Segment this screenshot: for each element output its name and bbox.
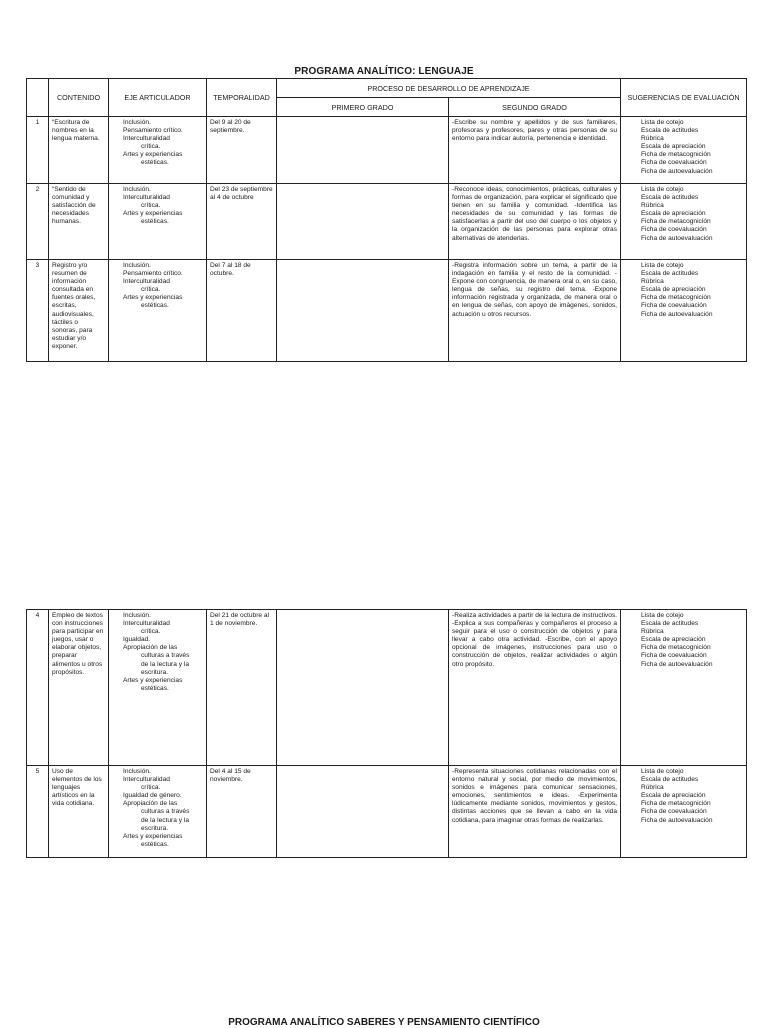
eje-item: Pensamiento crítico. [123, 127, 183, 135]
primero-grado-cell [277, 260, 449, 362]
contenido-cell: Uso de elementos de los lenguajes artísticos en la vida cotidiana. [49, 766, 109, 858]
eje-item: Interculturalidad [123, 278, 170, 286]
evaluacion-item: Escala de apreciación [641, 286, 706, 294]
eje-articulador-cell [109, 766, 207, 858]
next-page-title: PROGRAMA ANALÍTICO SABERES Y PENSAMIENTO CIENTÍFICO [228, 1017, 540, 1028]
evaluacion-item: Rúbrica [641, 202, 664, 210]
evaluacion-item: Ficha de coevaluación [641, 226, 707, 234]
row-number: 4 [27, 610, 49, 766]
evaluacion-item: Rúbrica [641, 628, 664, 636]
header-num [27, 79, 49, 117]
evaluacion-item: Escala de actitudes [641, 127, 699, 135]
segundo-grado-cell: -Escribe su nombre y apellidos y de sus familiares, profesoras y profesores, pares y otras personas de su entorno para indicar autoría, pertenencia e identidad. [449, 117, 621, 184]
evaluacion-cell [621, 184, 747, 260]
eje-item: Interculturalidad [123, 194, 170, 202]
header-segundo-grado: SEGUNDO GRADO [449, 98, 621, 117]
eje-item: estéticas. [141, 159, 169, 167]
header-eje-articulador: EJE ARTICULADOR [109, 79, 207, 117]
row-number: 2 [27, 184, 49, 260]
evaluacion-item: Ficha de autoevaluación [641, 310, 713, 318]
evaluacion-cell [621, 117, 747, 184]
evaluacion-item: Lista de cotejo [641, 186, 684, 193]
eje-item: crítica. [141, 628, 161, 636]
evaluacion-item: Ficha de coevaluación [641, 302, 707, 310]
row-number: 3 [27, 260, 49, 362]
header-temporalidad: TEMPORALIDAD [207, 79, 277, 117]
eje-articulador-cell [109, 610, 207, 766]
contenido-cell: “Sentido de comunidad y satisfacción de necesidades humanas. [49, 184, 109, 260]
evaluacion-item: Rúbrica [641, 135, 664, 143]
header-contenido: CONTENIDO [49, 79, 109, 117]
eje-item: escritura. [141, 824, 169, 832]
eje-articulador-cell [109, 260, 207, 362]
evaluacion-item: Lista de cotejo [641, 768, 684, 775]
evaluacion-item: Escala de actitudes [641, 620, 699, 628]
contenido-cell: Registro y/o resumen de información consultada en fuentes orales, escritas, audiovisuales, táctiles o sonoras, para estudiar y/o exponer. [49, 260, 109, 362]
evaluacion-item: Ficha de autoevaluación [641, 816, 713, 824]
eje-item: de la lectura y la [141, 660, 190, 668]
eje-item: Pensamiento crítico. [123, 270, 183, 278]
eje-item: Inclusión. [123, 262, 151, 269]
eje-item: Inclusión. [123, 119, 151, 126]
eje-item: Igualdad. [123, 636, 151, 644]
eje-item: Interculturalidad [123, 135, 170, 143]
contenido-cell: “Escritura de nombres en la lengua materna. [49, 117, 109, 184]
evaluacion-item: Ficha de coevaluación [641, 159, 707, 167]
header-sugerencias: SUGERENCIAS DE EVALUACIÓN [621, 79, 747, 117]
row-number: 1 [27, 117, 49, 184]
evaluacion-item: Lista de cotejo [641, 119, 684, 126]
table-row [27, 610, 747, 766]
evaluacion-item: Ficha de metacognición [641, 294, 711, 302]
evaluacion-item: Escala de apreciación [641, 792, 706, 800]
eje-item: crítica. [141, 143, 161, 151]
table-row [27, 260, 747, 362]
table-row [27, 117, 747, 184]
evaluacion-item: Escala de actitudes [641, 194, 699, 202]
eje-item: culturas a través [141, 808, 190, 816]
evaluacion-cell [621, 766, 747, 858]
temporalidad-cell: Del 9 al 20 de septiembre. [207, 117, 277, 184]
program-table-page-2 [26, 609, 747, 858]
primero-grado-cell [277, 766, 449, 858]
eje-item: de la lectura y la [141, 816, 190, 824]
evaluacion-item: Escala de apreciación [641, 636, 706, 644]
evaluacion-item: Escala de apreciación [641, 210, 706, 218]
segundo-grado-cell: -Representa situaciones cotidianas relacionadas con el entorno natural y social, por medio de movimientos, sonidos e imágenes para comunicar sensaciones, emociones, sentimientos e ideas. -Experimenta lúdicamente mediante sonidos, movimientos y gestos, distintas acciones que se llevan a cabo en la vida cotidiana, para imaginar otras formas de realizarlas. [449, 766, 621, 858]
evaluacion-item: Ficha de metacognición [641, 644, 711, 652]
primero-grado-cell [277, 610, 449, 766]
evaluacion-item: Lista de cotejo [641, 262, 684, 269]
eje-item: estéticas. [141, 684, 169, 692]
eje-item: culturas a través [141, 652, 190, 660]
eje-item: Interculturalidad [123, 620, 170, 628]
eje-item: estéticas. [141, 302, 169, 310]
eje-item: crítica. [141, 286, 161, 294]
evaluacion-item: Ficha de coevaluación [641, 652, 707, 660]
eje-item: Artes y experiencias [123, 676, 183, 684]
evaluacion-item: Escala de apreciación [641, 143, 706, 151]
evaluacion-item: Ficha de metacognición [641, 800, 711, 808]
evaluacion-item: Escala de actitudes [641, 776, 699, 784]
eje-item: Igualdad de género. [123, 792, 182, 800]
eje-item: Inclusión. [123, 186, 151, 193]
temporalidad-cell: Del 21 de octubre al 1 de noviembre. [207, 610, 277, 766]
header-primero-grado: PRIMERO GRADO [277, 98, 449, 117]
table-row [27, 184, 747, 260]
segundo-grado-cell: -Registra información sobre un tema, a partir de la indagación en familia y el resto de la comunidad. -Expone con congruencia, de manera oral o, en su caso, lengua de señas, su registro del tema. -Expone información registrada y organizada, de manera oral o en lengua de señas, con apoyo de imágenes, sonidos, actuación u otros recursos. [449, 260, 621, 362]
evaluacion-item: Rúbrica [641, 278, 664, 286]
eje-articulador-cell [109, 184, 207, 260]
eje-item: escritura. [141, 668, 169, 676]
evaluacion-item: Ficha de metacognición [641, 218, 711, 226]
evaluacion-item: Ficha de autoevaluación [641, 660, 713, 668]
header-proceso: PROCESO DE DESARROLLO DE APRENDIZAJE [277, 79, 621, 98]
primero-grado-cell [277, 184, 449, 260]
eje-item: Inclusión. [123, 612, 151, 619]
evaluacion-item: Ficha de autoevaluación [641, 167, 713, 175]
eje-item: Interculturalidad [123, 776, 170, 784]
program-table-page-1 [26, 78, 747, 362]
evaluacion-item: Ficha de metacognición [641, 151, 711, 159]
eje-articulador-cell [109, 117, 207, 184]
table-row [27, 766, 747, 858]
temporalidad-cell: Del 7 al 18 de octubre. [207, 260, 277, 362]
evaluacion-item: Ficha de autoevaluación [641, 234, 713, 242]
page-title: PROGRAMA ANALÍTICO: LENGUAJE [294, 66, 474, 77]
segundo-grado-cell: -Realiza actividades a partir de la lectura de instructivos. -Explica a sus compañeras y compañeros el proceso a seguir para el uso o construcción de objetos y para llevar a cabo otra actividad. -Escribe, con el apoyo opcional de imágenes, instrucciones para uso o construcción de objetos, realizar actividades o algún otro propósito. [449, 610, 621, 766]
contenido-cell: Empleo de textos con instrucciones para participar en juegos, usar o elaborar objetos, preparar alimentos u otros propósitos. [49, 610, 109, 766]
evaluacion-cell [621, 260, 747, 362]
eje-item: estéticas. [141, 840, 169, 848]
eje-item: Inclusión. [123, 768, 151, 775]
eje-item: Apropiación de las [123, 644, 178, 652]
temporalidad-cell: Del 4 al 15 de noviembre. [207, 766, 277, 858]
evaluacion-item: Rúbrica [641, 784, 664, 792]
eje-item: crítica. [141, 202, 161, 210]
evaluacion-item: Ficha de coevaluación [641, 808, 707, 816]
temporalidad-cell: Del 23 de septiembre al 4 de octubre [207, 184, 277, 260]
eje-item: Artes y experiencias [123, 294, 183, 302]
eje-item: Artes y experiencias [123, 832, 183, 840]
eje-item: Artes y experiencias [123, 210, 183, 218]
evaluacion-item: Lista de cotejo [641, 612, 684, 619]
eje-item: estéticas. [141, 218, 169, 226]
evaluacion-item: Escala de actitudes [641, 270, 699, 278]
eje-item: crítica. [141, 784, 161, 792]
evaluacion-cell [621, 610, 747, 766]
eje-item: Artes y experiencias [123, 151, 183, 159]
primero-grado-cell [277, 117, 449, 184]
eje-item: Apropiación de las [123, 800, 178, 808]
segundo-grado-cell: -Reconoce ideas, conocimientos, prácticas, culturales y formas de organización, para explicar el significado que tienen en su familia y comunidad. -Identifica las necesidades de su comunidad y las formas de satisfacerlas a partir del uso del cuerpo o los objetos y la organización de las personas para explorar otras alternativas de atenderlas. [449, 184, 621, 260]
row-number: 5 [27, 766, 49, 858]
